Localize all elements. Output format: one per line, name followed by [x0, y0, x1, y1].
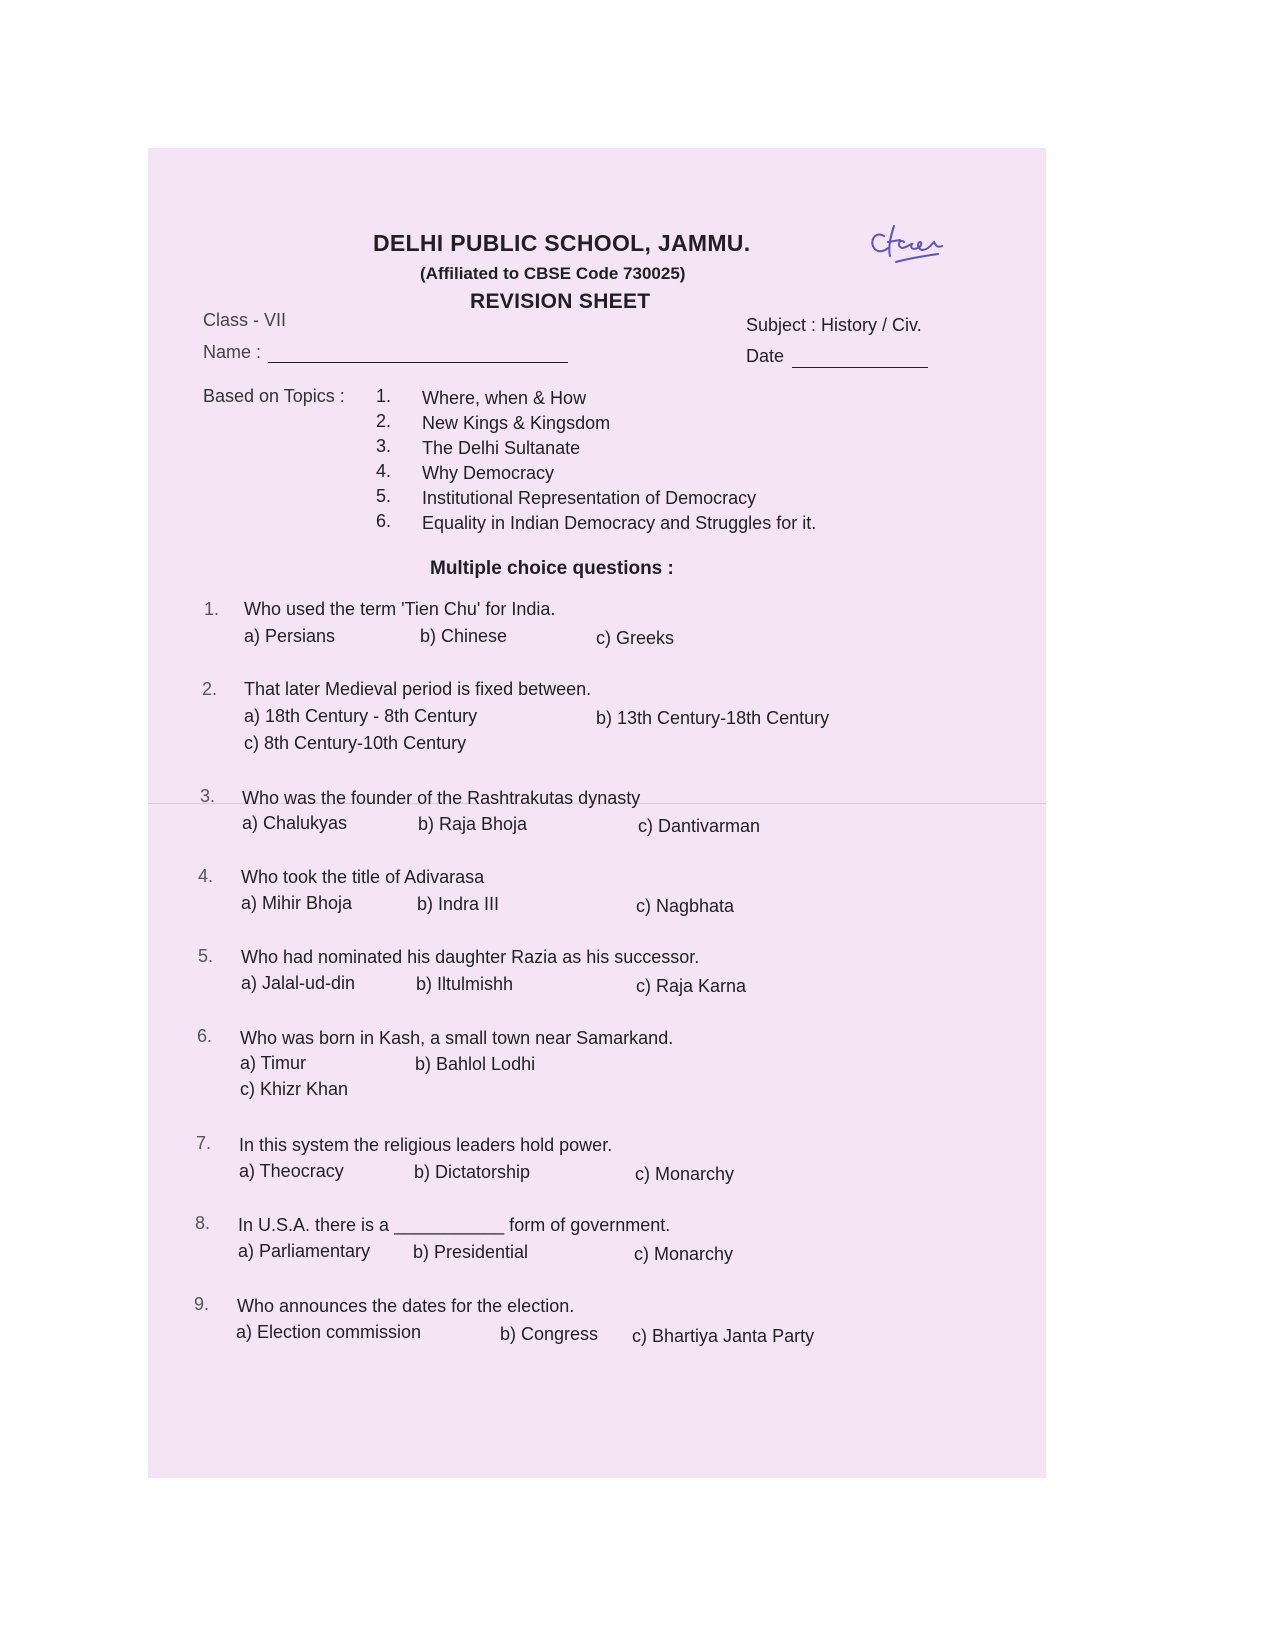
signature-mark: [866, 218, 956, 268]
question-option: a) 18th Century - 8th Century: [244, 706, 478, 726]
question-option: a) Election commission: [236, 1322, 422, 1342]
question-text: Who was born in Kash, a small town near Samarkand.: [240, 1028, 674, 1048]
question-option: a) Jalal-ud-din: [241, 973, 356, 993]
question-option: c) Dantivarman: [638, 816, 761, 836]
question-option: a) Mihir Bhoja: [241, 893, 353, 913]
topic-item: Where, when & How: [422, 388, 587, 408]
question-option: c) Raja Karna: [636, 976, 747, 996]
question-option: c) Khizr Khan: [240, 1079, 349, 1099]
topic-number: 2.: [376, 411, 392, 431]
question-number: 4.: [198, 866, 214, 886]
question-text: Who had nominated his daughter Razia as his successor.: [241, 947, 700, 967]
date-underline: [792, 367, 928, 368]
name-label: Name :: [203, 342, 262, 362]
question-text: In U.S.A. there is a ___________ form of government.: [238, 1215, 671, 1235]
question-text: In this system the religious leaders hold power.: [239, 1135, 613, 1155]
date-label: Date: [746, 346, 785, 366]
section-title: Multiple choice questions :: [430, 558, 674, 579]
question-number: 9.: [194, 1294, 210, 1314]
question-number: 7.: [196, 1133, 212, 1153]
school-name: DELHI PUBLIC SCHOOL, JAMMU.: [373, 230, 751, 256]
topic-item: New Kings & Kingsdom: [422, 413, 611, 433]
topic-item: Institutional Representation of Democracy: [422, 488, 757, 508]
question-number: 8.: [195, 1213, 211, 1233]
topic-number: 1.: [376, 386, 392, 406]
question-option: b) Iltulmishh: [416, 974, 514, 994]
question-option: c) 8th Century-10th Century: [244, 733, 467, 753]
sheet-title: REVISION SHEET: [470, 290, 651, 313]
question-option: c) Nagbhata: [636, 896, 735, 916]
topic-item: Equality in Indian Democracy and Struggles for it.: [422, 513, 817, 533]
question-option: a) Timur: [240, 1053, 307, 1073]
topic-number: 4.: [376, 461, 392, 481]
question-option: b) Congress: [500, 1324, 599, 1344]
question-number: 2.: [202, 679, 218, 699]
topic-item: Why Democracy: [422, 463, 555, 483]
question-option: c) Greeks: [596, 628, 675, 648]
question-number: 5.: [198, 946, 214, 966]
question-option: a) Parliamentary: [238, 1241, 371, 1261]
question-text: That later Medieval period is fixed between.: [244, 679, 592, 699]
question-option: b) Chinese: [420, 626, 508, 646]
name-underline: [268, 362, 568, 363]
question-option: b) Raja Bhoja: [418, 814, 528, 834]
question-option: b) Dictatorship: [414, 1162, 531, 1182]
affiliation-text: (Affiliated to CBSE Code 730025): [420, 264, 686, 283]
class-label: Class - VII: [203, 310, 287, 330]
question-option: b) Presidential: [413, 1242, 529, 1262]
topic-number: 3.: [376, 436, 392, 456]
topic-item: The Delhi Sultanate: [422, 438, 581, 458]
subject-label: Subject : History / Civ.: [746, 315, 922, 335]
question-option: c) Bhartiya Janta Party: [632, 1326, 815, 1346]
question-text: Who was the founder of the Rashtrakutas dynasty: [242, 788, 641, 808]
question-number: 1.: [204, 599, 220, 619]
question-option: c) Monarchy: [635, 1164, 735, 1184]
question-option: b) 13th Century-18th Century: [596, 708, 830, 728]
topic-number: 5.: [376, 486, 392, 506]
question-number: 6.: [197, 1026, 213, 1046]
question-option: b) Indra III: [417, 894, 500, 914]
question-option: a) Persians: [244, 626, 336, 646]
revision-sheet-paper: [148, 148, 1046, 1478]
question-option: a) Chalukyas: [242, 813, 348, 833]
question-number: 3.: [200, 786, 216, 806]
topic-number: 6.: [376, 511, 392, 531]
question-option: b) Bahlol Lodhi: [415, 1054, 536, 1074]
question-text: Who announces the dates for the election.: [237, 1296, 575, 1316]
question-text: Who used the term 'Tien Chu' for India.: [244, 599, 556, 619]
question-option: a) Theocracy: [239, 1161, 344, 1181]
topics-label: Based on Topics :: [203, 386, 345, 406]
question-option: c) Monarchy: [634, 1244, 734, 1264]
question-text: Who took the title of Adivarasa: [241, 867, 485, 887]
